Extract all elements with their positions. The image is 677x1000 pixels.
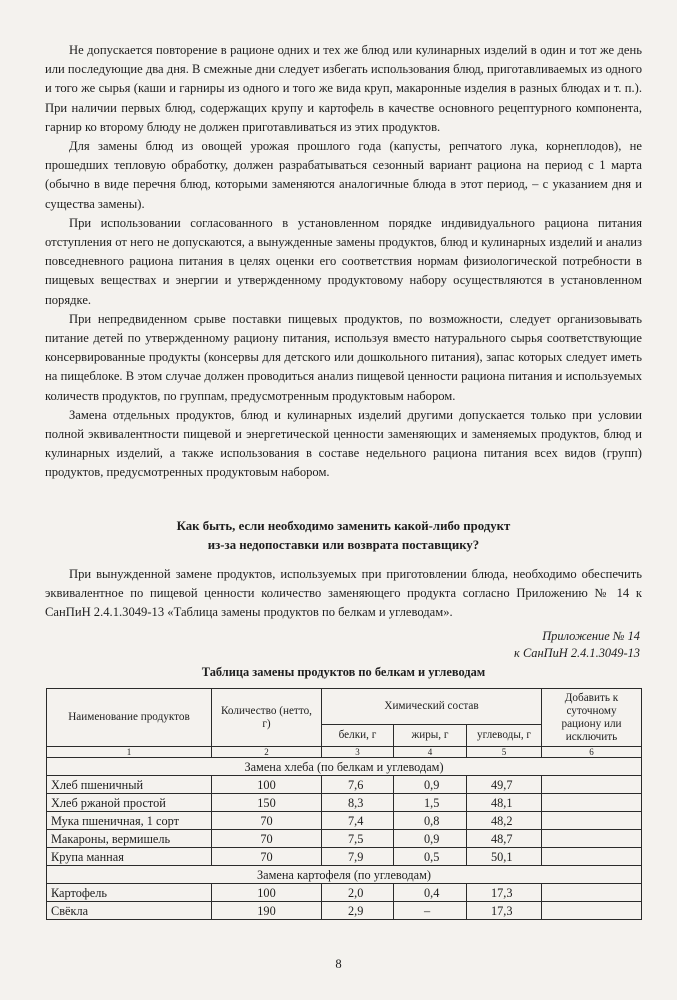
section-heading (45, 517, 642, 555)
product-qty: 150 (212, 794, 322, 812)
appendix-line: Приложение № 14 (542, 629, 640, 643)
column-number: 6 (542, 747, 642, 758)
product-protein: 2,9 (322, 902, 394, 920)
product-protein: 7,4 (322, 812, 394, 830)
intro-text (45, 565, 642, 622)
product-carbs: 48,2 (467, 812, 542, 830)
table-row (47, 794, 642, 812)
column-number: 2 (212, 747, 322, 758)
header-name: Наименование продуктов (47, 689, 212, 747)
product-fat: 0,8 (394, 812, 467, 830)
substitution-table (46, 688, 642, 920)
product-add (542, 812, 642, 830)
product-qty: 100 (212, 776, 322, 794)
paragraph: При использовании согласованного в установленном порядке индивидуального рациона питания отступления от него не допускаются, а вынужденные замены продуктов, блюд и кулинарных изделий и анализ повседневного рациона питания в целях оценки его соответствия нормам физиологической потребности в пищевых веществах и энергии и утвержденному продуктовому набору осуществляются в установленном порядке. (45, 215, 642, 307)
header-protein: белки, г (322, 725, 394, 747)
column-number: 1 (47, 747, 212, 758)
heading-line: Как быть, если необходимо заменить какой-либо продукт (176, 519, 511, 533)
product-carbs: 48,1 (467, 794, 542, 812)
product-fat: 0,9 (394, 830, 467, 848)
body-text (45, 41, 642, 483)
product-add (542, 884, 642, 902)
product-protein: 2,0 (322, 884, 394, 902)
product-carbs: 49,7 (467, 776, 542, 794)
product-carbs: 50,1 (467, 848, 542, 866)
header-fat: жиры, г (394, 725, 467, 747)
table-row (47, 848, 642, 866)
product-fat: 0,5 (394, 848, 467, 866)
product-protein: 7,5 (322, 830, 394, 848)
product-name: Картофель (47, 884, 212, 902)
table-row (47, 884, 642, 902)
product-name: Свёкла (47, 902, 212, 920)
header-carbs: углеводы, г (467, 725, 542, 747)
section-row: Замена хлеба (по белкам и углеводам) (47, 758, 642, 776)
product-carbs: 17,3 (467, 902, 542, 920)
product-add (542, 794, 642, 812)
paragraph: Не допускается повторение в рационе одних и тех же блюд или кулинарных изделий в один и тот же день или последующие два дня. В смежные дни следует избегать использования блюд, приготавливаемых из одного и того же сырья (каши и гарниры из одного и того же вида круп, макаронные изделия в разных блюдах и т. п.). При наличии первых блюд, содержащих крупу и картофель в качестве основного рецептурного компонента, гарнир ко второму блюду не должен приготавливаться из этих продуктов. (45, 43, 642, 134)
page-number: 8 (335, 957, 342, 971)
product-name: Хлеб пшеничный (47, 776, 212, 794)
heading-line: из-за недопоставки или возврата поставщику? (207, 538, 480, 552)
appendix-line: к СанПиН 2.4.1.3049-13 (514, 646, 640, 660)
paragraph: При непредвиденном срыве поставки пищевых продуктов, по возможности, следует организовывать питание детей по утвержденному рациону питания, используя вместо натурального сырья соответствующие консервированные продукты (консервы для детского или дошкольного питания), запас которых следует иметь на пищеблоке. В этом случае должен проводиться анализ пищевой ценности рациона питания и используемых количеств продуктов, по группам, предусмотренным продуктовым набором. (45, 311, 642, 403)
product-qty: 190 (212, 902, 322, 920)
column-number: 5 (467, 747, 542, 758)
product-protein: 8,3 (322, 794, 394, 812)
product-carbs: 17,3 (467, 884, 542, 902)
table-row (47, 776, 642, 794)
header-add: Добавить к суточному рациону или исключить (542, 689, 642, 747)
product-name: Хлеб ржаной простой (47, 794, 212, 812)
table-title: Таблица замены продуктов по белкам и углеводам (201, 665, 486, 679)
product-add (542, 830, 642, 848)
product-qty: 70 (212, 848, 322, 866)
column-number: 3 (322, 747, 394, 758)
product-protein: 7,9 (322, 848, 394, 866)
product-add (542, 902, 642, 920)
table-row (47, 812, 642, 830)
product-qty: 70 (212, 812, 322, 830)
product-name: Мука пшеничная, 1 сорт (47, 812, 212, 830)
paragraph: Для замены блюд из овощей урожая прошлого года (капусты, репчатого лука, корнеплодов), не прошедших тепловую обработку, должен разрабатываться сезонный вариант рациона на период с 1 марта (обычно в виде перечня блюд, которыми заменяются аналогичные блюда в этот период, – с указанием дня и существа замены). (45, 139, 642, 211)
product-fat: 0,4 (394, 884, 467, 902)
product-fat: – (394, 902, 467, 920)
paragraph: Замена отдельных продуктов, блюд и кулинарных изделий другими допускается только при условии полной эквивалентности пищевой и энергетической ценности заменяющих и заменяемых продуктов, блюд и кулинарных изделий, а также использования в составе недельного рациона питания всех видов (групп) продуктов, предусмотренных продуктовым набором. (45, 407, 642, 480)
table-row (47, 902, 642, 920)
product-add (542, 848, 642, 866)
section-row: Замена картофеля (по углеводам) (47, 866, 642, 884)
product-protein: 7,6 (322, 776, 394, 794)
header-chem: Химический состав (322, 689, 542, 725)
paragraph: При вынужденной замене продуктов, используемых при приготовлении блюда, необходимо обеспечить эквивалентное по пищевой ценности количество заменяющего продукта согласно Приложению № 14 к СанПиН 2.4.1.3049-13 «Таблица замены продуктов по белкам и углеводам». (45, 567, 642, 619)
column-number: 4 (394, 747, 467, 758)
product-carbs: 48,7 (467, 830, 542, 848)
product-qty: 100 (212, 884, 322, 902)
table-row (47, 830, 642, 848)
product-name: Крупа манная (47, 848, 212, 866)
product-fat: 0,9 (394, 776, 467, 794)
product-add (542, 776, 642, 794)
appendix-reference (514, 628, 640, 662)
product-qty: 70 (212, 830, 322, 848)
product-name: Макароны, вермишель (47, 830, 212, 848)
header-qty: Количество (нетто, г) (212, 689, 322, 747)
product-fat: 1,5 (394, 794, 467, 812)
